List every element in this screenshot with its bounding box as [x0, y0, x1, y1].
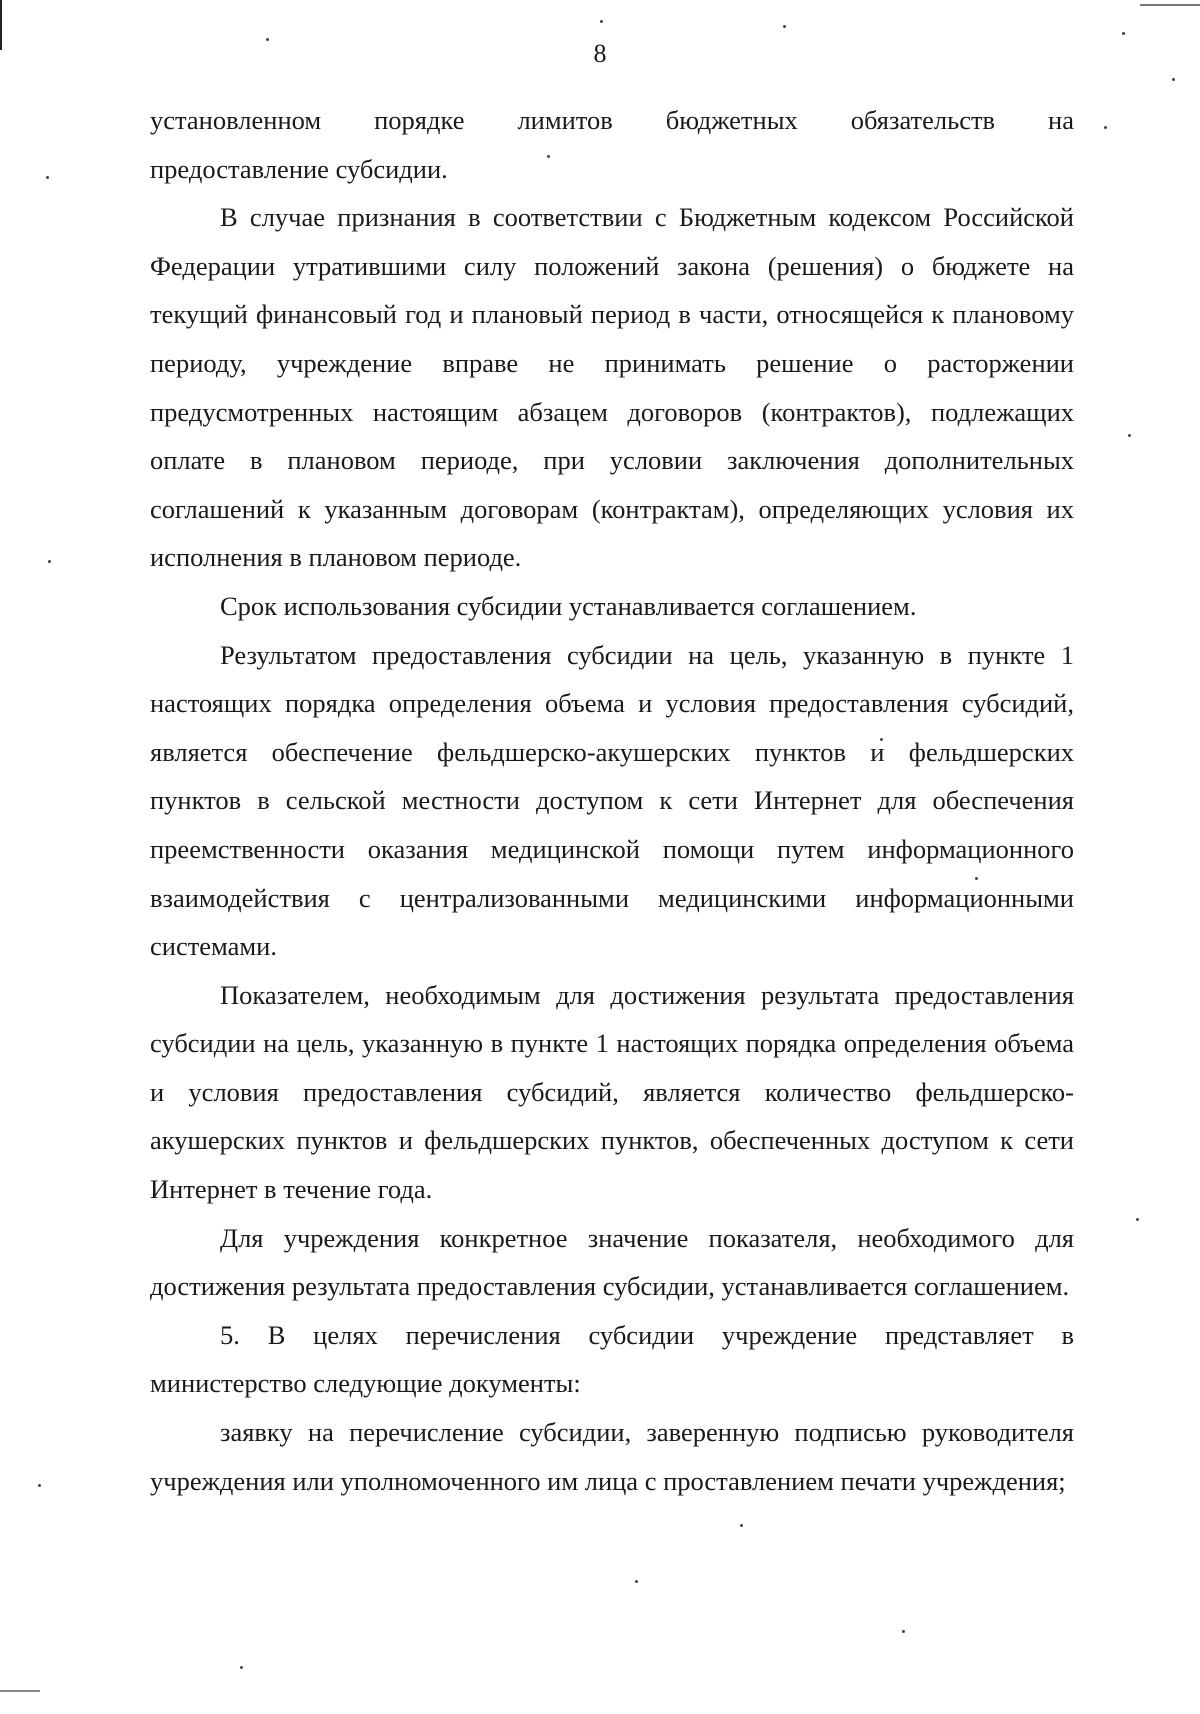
scan-speck: [600, 20, 603, 23]
paragraph: Для учреждения конкретное значение показателя, необходимого для достижения результата предоставления субсидии, устанавливается соглашением.: [150, 1222, 1074, 1302]
scan-speck: [38, 1484, 41, 1487]
paragraph: предоставление субсидии.: [150, 153, 448, 184]
paragraph: Срок использования субсидии устанавливается соглашением.: [220, 590, 917, 621]
paragraph: заявку на перечисление субсидии, заверенную подписью руководителя учреждения или уполномоченного им лица с проставлением печати учреждения;: [150, 1417, 1074, 1496]
scan-edge-mark: [1140, 4, 1200, 6]
scan-speck: [740, 1524, 743, 1527]
scan-speck: [46, 176, 49, 179]
scan-speck: [240, 1666, 243, 1669]
paragraph: В случае признания в соответствии с Бюджетным кодексом Российской Федерации утратившими силу положений закона (решения) о бюджете на текущий финансовый год и плановый период в части, относящейся к плановому периоду, учреждение вправе не принимать решение о расторжении предусмотренных настоящим абзацем договоров (контрактов), подлежащих оплате в плановом периоде, при условии заключения дополнительных соглашений к указанным договорам (контрактам), определяющих условия их исполнения в плановом периоде.: [150, 202, 1074, 573]
scan-speck: [48, 560, 51, 563]
scan-speck: [1136, 1218, 1139, 1221]
document-body: [150, 96, 1074, 1505]
page-number: 8: [593, 39, 607, 68]
scan-speck: [1128, 434, 1131, 437]
scan-speck: [783, 25, 786, 28]
paragraph: установленном порядке лимитов бюджетных обязательств на: [150, 105, 1074, 135]
scan-speck: [902, 1630, 905, 1633]
scan-speck: [1104, 126, 1107, 129]
scan-speck: [635, 1580, 638, 1583]
scan-edge-mark: [0, 1690, 40, 1692]
paragraph: Показателем, необходимым для достижения результата предоставления субсидии на цель, указанную в пункте 1 настоящих порядка определения объема и условия предоставления субсидий, является количество фельдшерско-акушерских пунктов и фельдшерских пунктов, обеспеченных доступом к сети Интернет в течение года.: [150, 979, 1074, 1205]
paragraph: Результатом предоставления субсидии на цель, указанную в пункте 1 настоящих порядка определения объема и условия предоставления субсидий, является обеспечение фельдшерско-акушерских пунктов и фельдшерских пунктов в сельской местности доступом к сети Интернет для обеспечения преемственности оказания медицинской помощи путем информационного взаимодействия с централизованными медицинскими информационными системами.: [150, 639, 1074, 962]
paragraph: 5. В целях перечисления субсидии учреждение представляет в министерство следующие документы:: [150, 1319, 1074, 1399]
scan-speck: [1172, 78, 1175, 81]
